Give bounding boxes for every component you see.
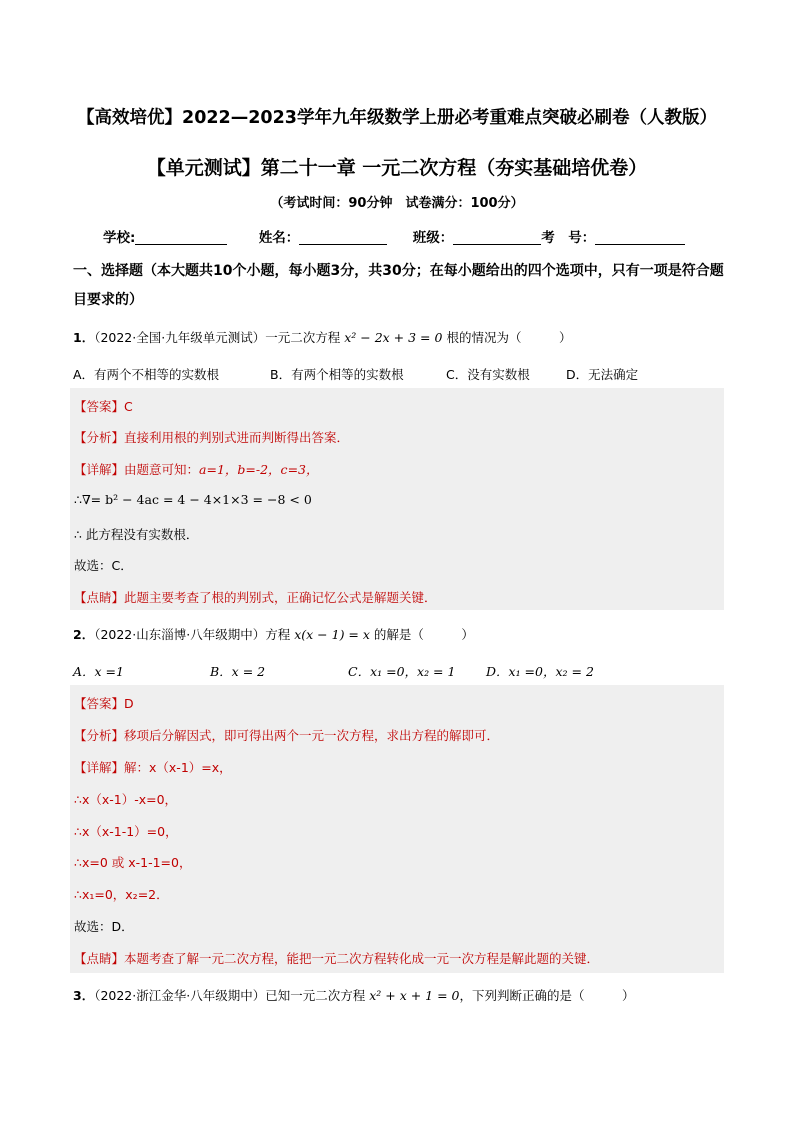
analysis-tag: 【分析】: [74, 430, 125, 445]
analysis-tag: 【分析】: [74, 728, 125, 743]
question-stem: 一元二次方程: [265, 330, 341, 345]
option-d: D．无法确定: [566, 367, 639, 382]
comment-tag: 【点睛】: [74, 951, 125, 966]
option-a: A．x =1: [73, 664, 124, 679]
document-title: 【高效培优】2022—2023学年九年级数学上册必考重难点突破必刷卷（人教版）: [77, 108, 717, 128]
solution-step: ∴∇= b² − 4ac = 4 − 4×1×3 = −8 < 0: [74, 492, 312, 507]
student-info-line: [103, 226, 685, 246]
number-label: 考 号：: [541, 230, 596, 246]
equation: x² − 2x + 3 = 0: [344, 330, 443, 345]
comment-tag: 【点睛】: [74, 590, 125, 605]
question-number: 3．: [73, 988, 95, 1003]
analysis-row: [74, 428, 349, 446]
answer-tag: 【答案】: [74, 399, 125, 414]
school-blank: [135, 230, 227, 245]
solution-step: ∴x（x-1-1）=0，: [74, 824, 178, 839]
equation: x(x − 1) = x: [294, 627, 370, 642]
question-3: [73, 986, 635, 1004]
question-1: [73, 328, 571, 346]
detail-text: 解：x（x-1）=x，: [124, 760, 232, 775]
option-c: C．没有实数根: [446, 367, 530, 382]
option-b: B．有两个相等的实数根: [270, 367, 404, 382]
analysis-text: 直接利用根的判别式进而判断得出答案．: [124, 430, 350, 445]
option-b: B．x = 2: [210, 664, 266, 679]
comment-row: [74, 588, 437, 606]
detail-values: a=1，b=-2，c=3，: [199, 462, 319, 477]
question-stem: 方程: [265, 627, 291, 642]
detail-tag: 【详解】: [74, 760, 125, 775]
question-stem: 已知一元二次方程: [265, 988, 366, 1003]
number-blank: [595, 230, 685, 245]
answer-row: [74, 397, 133, 415]
question-number: 1．: [73, 330, 95, 345]
option-c: C．x₁ =0，x₂ = 1: [348, 664, 456, 679]
answer-value: C: [124, 399, 133, 414]
question-source: （2022·全国·九年级单元测试）: [94, 330, 266, 345]
answer-value: D: [124, 696, 134, 711]
equation: x² + x + 1 = 0: [369, 988, 460, 1003]
solution-step: ∴x=0 或 x-1-1=0，: [74, 855, 192, 870]
question-stem-end: ，下列判断正确的是（ ）: [459, 988, 635, 1003]
class-blank: [453, 230, 541, 245]
detail-tag: 【详解】: [74, 462, 125, 477]
analysis-text: 移项后分解因式，即可得出两个一元一次方程，求出方程的解即可．: [124, 728, 500, 743]
school-label: 学校:: [103, 230, 136, 246]
section-heading: 一、选择题（本大题共10个小题，每小题3分，共30分；在每小题给出的四个选项中，只有一项是符合题目要求的）: [73, 263, 724, 308]
answer-tag: 【答案】: [74, 696, 125, 711]
question-stem-end: 根的情况为（ ）: [446, 330, 572, 345]
option-d: D．x₁ =0，x₂ = 2: [486, 664, 594, 679]
solution-step: ∴x₁=0，x₂=2．: [74, 887, 169, 902]
name-blank: [299, 230, 387, 245]
question-stem-end: 的解是（ ）: [373, 627, 474, 642]
option-a: A．有两个不相等的实数根: [73, 367, 220, 382]
solution-step: ∴x（x-1）-x=0，: [74, 792, 178, 807]
analysis-row: [74, 726, 499, 744]
comment-text: 本题考查了解一元二次方程，能把一元二次方程转化成一元一次方程是解此题的关键．: [124, 951, 600, 966]
question-number: 2．: [73, 627, 95, 642]
solution-step: ∴ 此方程没有实数根．: [74, 527, 199, 542]
class-label: 班级：: [412, 230, 454, 246]
question-source: （2022·浙江金华·八年级期中）: [94, 988, 266, 1003]
question-2: [73, 625, 474, 643]
choice-line: 故选：C．: [74, 558, 133, 573]
detail-row: [74, 460, 319, 478]
document-subtitle: 【单元测试】第二十一章 一元二次方程（夯实基础培优卷）: [146, 157, 648, 179]
comment-text: 此题主要考查了根的判别式，正确记忆公式是解题关键．: [124, 590, 437, 605]
exam-info: （考试时间：90分钟 试卷满分：100分）: [270, 196, 524, 211]
answer-row: [74, 694, 134, 712]
comment-row: [74, 949, 599, 967]
name-label: 姓名：: [258, 230, 300, 246]
detail-text: 由题意可知：: [124, 462, 200, 477]
detail-row: [74, 758, 232, 776]
question-source: （2022·山东淄博·八年级期中）: [94, 627, 266, 642]
choice-line: 故选：D．: [74, 919, 134, 934]
